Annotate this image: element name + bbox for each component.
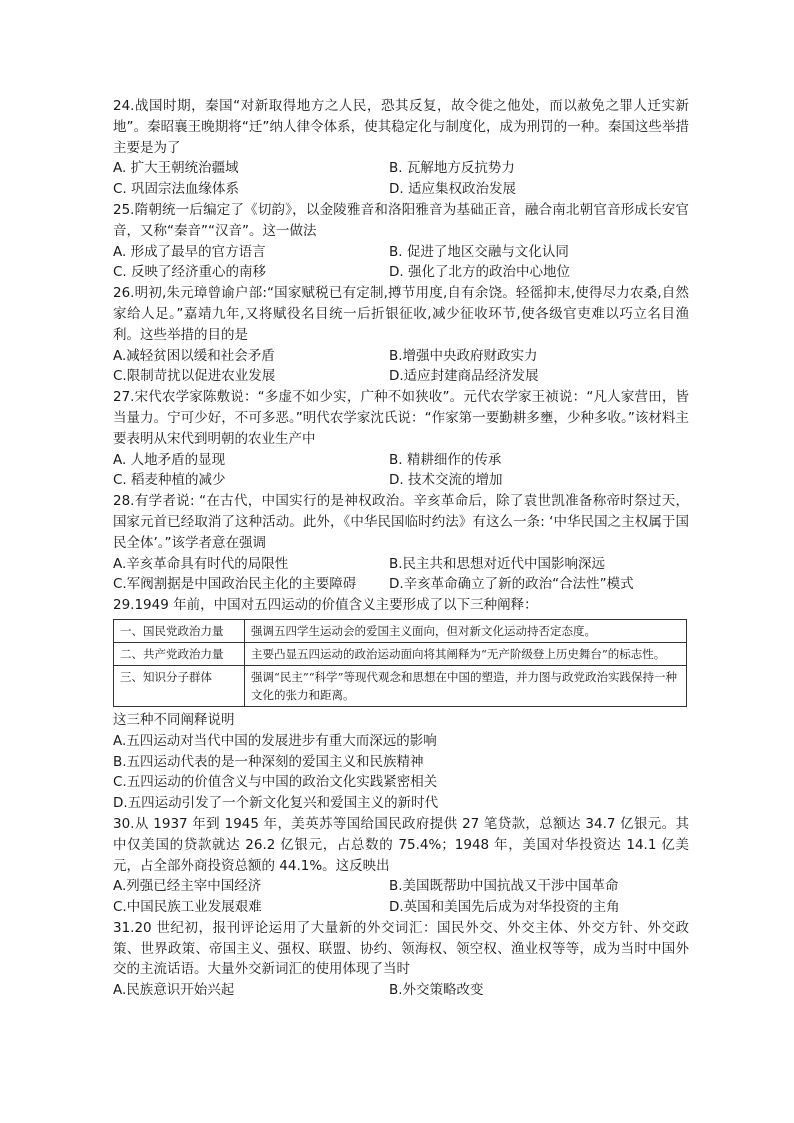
question-25-options	[113, 242, 689, 284]
question-27-options	[113, 450, 689, 492]
question-30-options	[113, 876, 689, 918]
option-c: C. 反映了经济重心的南移	[113, 264, 267, 281]
question-29-prompt: 这三种不同阐释说明	[113, 711, 235, 728]
question-24-options	[113, 158, 689, 200]
option-a: A.民族意识开始兴起	[113, 982, 235, 999]
question-29-stem: 29.1949 年前，中国对五四运动的价值含义主要形成了以下三种阐释：	[113, 597, 538, 614]
table-row	[114, 665, 687, 706]
option-b: B.增强中央政府财政实力	[389, 347, 538, 364]
question-31-stem: 31.20 世纪初，报刊评论运用了大量新的外交词汇：国民外交、外交主体、外交方针、外交政策、世界政策、帝国主义、强权、联盟、协约、领海权、领空权、渔业权等等，成为当时中国外交的主流话语。大量外交新词汇的使用体现了当时	[113, 919, 689, 978]
option-c: C. 稻麦种植的减少	[113, 472, 226, 489]
option-a: A.减轻贫困以缓和社会矛盾	[113, 347, 275, 364]
option-d: D. 技术交流的增加	[389, 472, 503, 489]
question-31-options	[113, 980, 689, 1001]
option-d: D.英国和美国先后成为对华投资的主角	[389, 899, 620, 916]
option-a: A.五四运动对当代中国的发展进步有重大而深远的影响	[113, 732, 437, 749]
exam-page	[113, 96, 689, 1001]
option-a: A. 形成了最早的官方语言	[113, 243, 266, 260]
option-c: C.中国民族工业发展艰难	[113, 899, 262, 916]
interpretation-table	[113, 619, 687, 707]
question-28-stem: 28.有学者说: “在古代，中国实行的是神权政治。辛亥革命后，除了袁世凯准备称帝时祭过天，国家元首已经取消了这种活动。此外，《中华民国临时约法》有这么一条: ‘中华民国之主权属于国民全体’。”该学者意在强调	[113, 493, 689, 551]
option-a: A. 人地矛盾的显现	[113, 451, 226, 468]
option-b: B. 瓦解地方反抗势力	[389, 160, 515, 177]
option-d: D.五四运动引发了一个新文化复兴和爱国主义的新时代	[113, 795, 439, 812]
option-a: A.辛亥革命具有时代的局限性	[113, 555, 289, 572]
question-28-options	[113, 554, 689, 596]
option-b: B.五四运动代表的是一种深刻的爱国主义和民族精神	[113, 753, 424, 770]
party-cell: 二、共产党政治力量	[114, 642, 245, 665]
table-row	[114, 642, 687, 665]
question-30-stem: 30.从 1937 年到 1945 年，美英苏等国给国民政府提供 27 笔贷款，总额达 34.7 亿银元。其中仅美国的贷款就达 26.2 亿银元，占总数的 75.4%；1948 年，美国对华投资达 14.1 亿美元，占全部外商投资总额的 44.1%。这反映出	[113, 815, 689, 874]
option-a: A.列强已经主宰中国经济	[113, 878, 262, 895]
option-d: D. 强化了北方的政治中心地位	[389, 264, 570, 281]
party-cell: 一、国民党政治力量	[114, 619, 245, 642]
option-d: D.辛亥革命确立了新的政治“合法性”模式	[389, 576, 634, 593]
option-c: C.限制苛扰以促进农业发展	[113, 368, 276, 385]
option-c: C.军阀割据是中国政治民主化的主要障碍	[113, 576, 357, 593]
option-b: B.民主共和思想对近代中国影响深远	[389, 555, 606, 572]
table-row	[114, 619, 687, 642]
option-b: B.美国既帮助中国抗战又干涉中国革命	[389, 878, 619, 895]
question-26-options	[113, 346, 689, 388]
option-b: B. 精耕细作的传承	[389, 451, 502, 468]
question-24-stem: 24.战国时期，秦国“对新取得地方之人民，恐其反复，故令徙之他处，而以赦免之罪人迁实新地”。秦昭襄王晚期将“迁”纳人律令体系，使其稳定化与制度化，成为刑罚的一种。秦国这些举措主要是为了	[113, 98, 689, 156]
view-cell: 强调“民主”“科学”等现代观念和思想在中国的塑造，并力图与政党政治实践保持一种文化的张力和距离。	[245, 665, 687, 706]
option-b: B. 促进了地区交融与文化认同	[389, 243, 569, 260]
question-26-stem: 26.明初,朱元璋曾谕户部:“国家赋税已有定制,撙节用度,自有余饶。轻徭抑末,使得尽力农桑,自然家给人足。”嘉靖九年,又将赋役名目统一后折银征收,减少征收环节,使各级官吏难以巧立名目渔利。这些举措的目的是	[113, 285, 689, 343]
question-27-stem: 27.宋代农学家陈敷说：“多虚不如少实，广种不如狭收”。元代农学家王祯说：“凡人家营田，皆当量力。宁可少好，不可多恶。”明代农学家沈氏说：“作家第一要勤耕多壅，少种多收。”该材料主要表明从宋代到明朝的农业生产中	[113, 389, 689, 447]
option-a: A. 扩大王朝统治疆域	[113, 160, 239, 177]
option-b: B.外交策略改变	[389, 982, 484, 999]
option-d: D. 适应集权政治发展	[389, 181, 516, 198]
view-cell: 主要凸显五四运动的政治运动面向将其阐释为“无产阶级登上历史舞台”的标志性。	[245, 642, 687, 665]
option-c: C. 巩固宗法血缘体系	[113, 181, 240, 198]
question-25-stem: 25.隋朝统一后编定了《切韵》，以金陵雅音和洛阳雅音为基础正音，融合南北朝官音形成长安官音，又称“秦音”“汉音”。这一做法	[113, 201, 689, 239]
party-cell: 三、知识分子群体	[114, 665, 245, 706]
option-c: C.五四运动的价值含义与中国的政治文化实践紧密相关	[113, 774, 438, 791]
option-d: D.适应封建商品经济发展	[389, 368, 539, 385]
view-cell: 强调五四学生运动会的爱国主义面向，但对新文化运动持否定态度。	[245, 619, 687, 642]
